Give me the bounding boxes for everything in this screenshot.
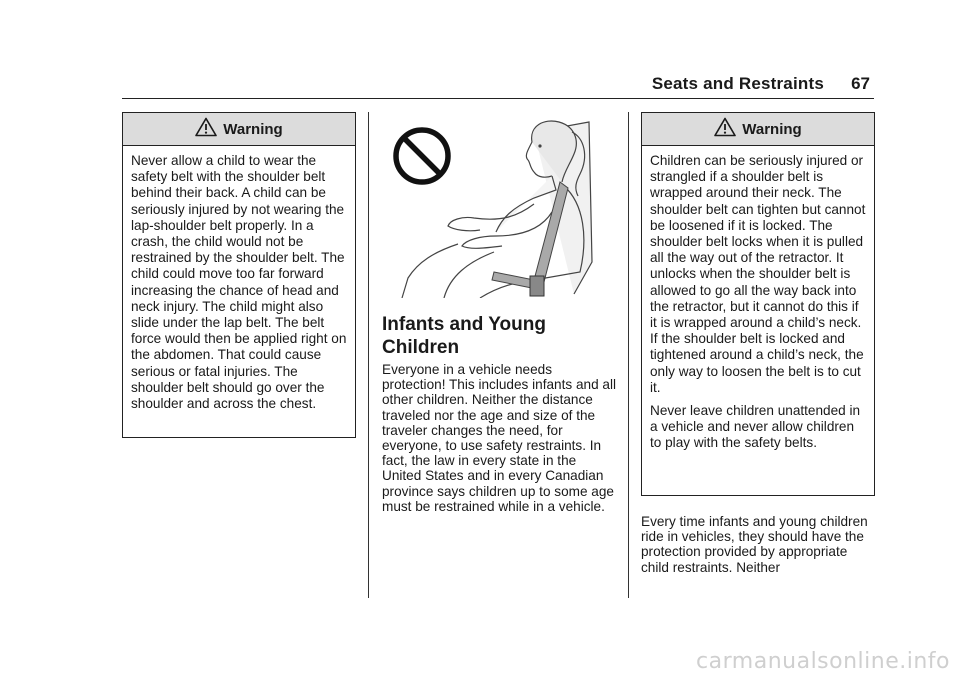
body-paragraph: Everyone in a vehicle needs protection! This includes infants and all other children. Neither the distance traveled nor the age and size of the traveler changes the need, for everyone, to use safety restraints. In fact, the law in every state in the United States and in every Canadian province says children up to some age must be restrained while in a vehicle.	[382, 362, 617, 514]
warning-body	[642, 146, 874, 467]
warning-triangle-icon	[195, 117, 217, 137]
section-heading: Infants and Young Children	[382, 314, 546, 358]
watermark: carmanualsonline.info	[696, 649, 950, 674]
warning-text: Never allow a child to wear the safety belt with the shoulder belt behind their back. A child can be seriously injured by not wearing the lap-shoulder belt properly. In a crash, the child would not be restrained by the shoulder belt. The child could move too far forward increasing the chance of head and neck injury. The child might also slide under the lap belt. The belt force would then be applied right on the abdomen. That could cause serious or fatal injuries. The shoulder belt should go over the shoulder and across the chest.	[131, 153, 347, 412]
warning-title: Warning	[223, 120, 283, 138]
warning-header	[123, 113, 355, 146]
warning-text: Children can be seriously injured or strangled if a shoulder belt is wrapped around their neck. The shoulder belt can tighten but cannot be loosened if it is locked. The shoulder belt locks when it is pulled all the way out of the retractor. It unlocks when the shoulder belt is allowed to go all the way back into the retractor, but it cannot do this if it is wrapped around a child’s neck. If the shoulder belt is locked and tightened around a child’s neck, the only way to loosen the belt is to cut it.	[650, 153, 866, 395]
warning-triangle-icon	[714, 117, 736, 137]
page-number: 67	[851, 74, 870, 93]
child-figure	[402, 121, 592, 298]
warning-box-right	[641, 112, 875, 496]
column-divider-left	[368, 112, 369, 598]
prohibited-icon	[396, 130, 448, 182]
page-header	[122, 64, 874, 99]
warning-title: Warning	[742, 120, 802, 138]
column-divider-right	[628, 112, 629, 598]
body-paragraph: Every time infants and young children ride in vehicles, they should have the protection provided by appropriate child restraints. Neither	[641, 514, 868, 575]
child-seatbelt-illustration	[384, 112, 596, 298]
warning-text: Never leave children unattended in a vehicle and never allow children to play with the safety belts.	[650, 403, 861, 451]
warning-box-left	[122, 112, 356, 438]
warning-header	[642, 113, 874, 146]
section-title: Seats and Restraints	[651, 74, 824, 93]
warning-body	[123, 146, 355, 427]
